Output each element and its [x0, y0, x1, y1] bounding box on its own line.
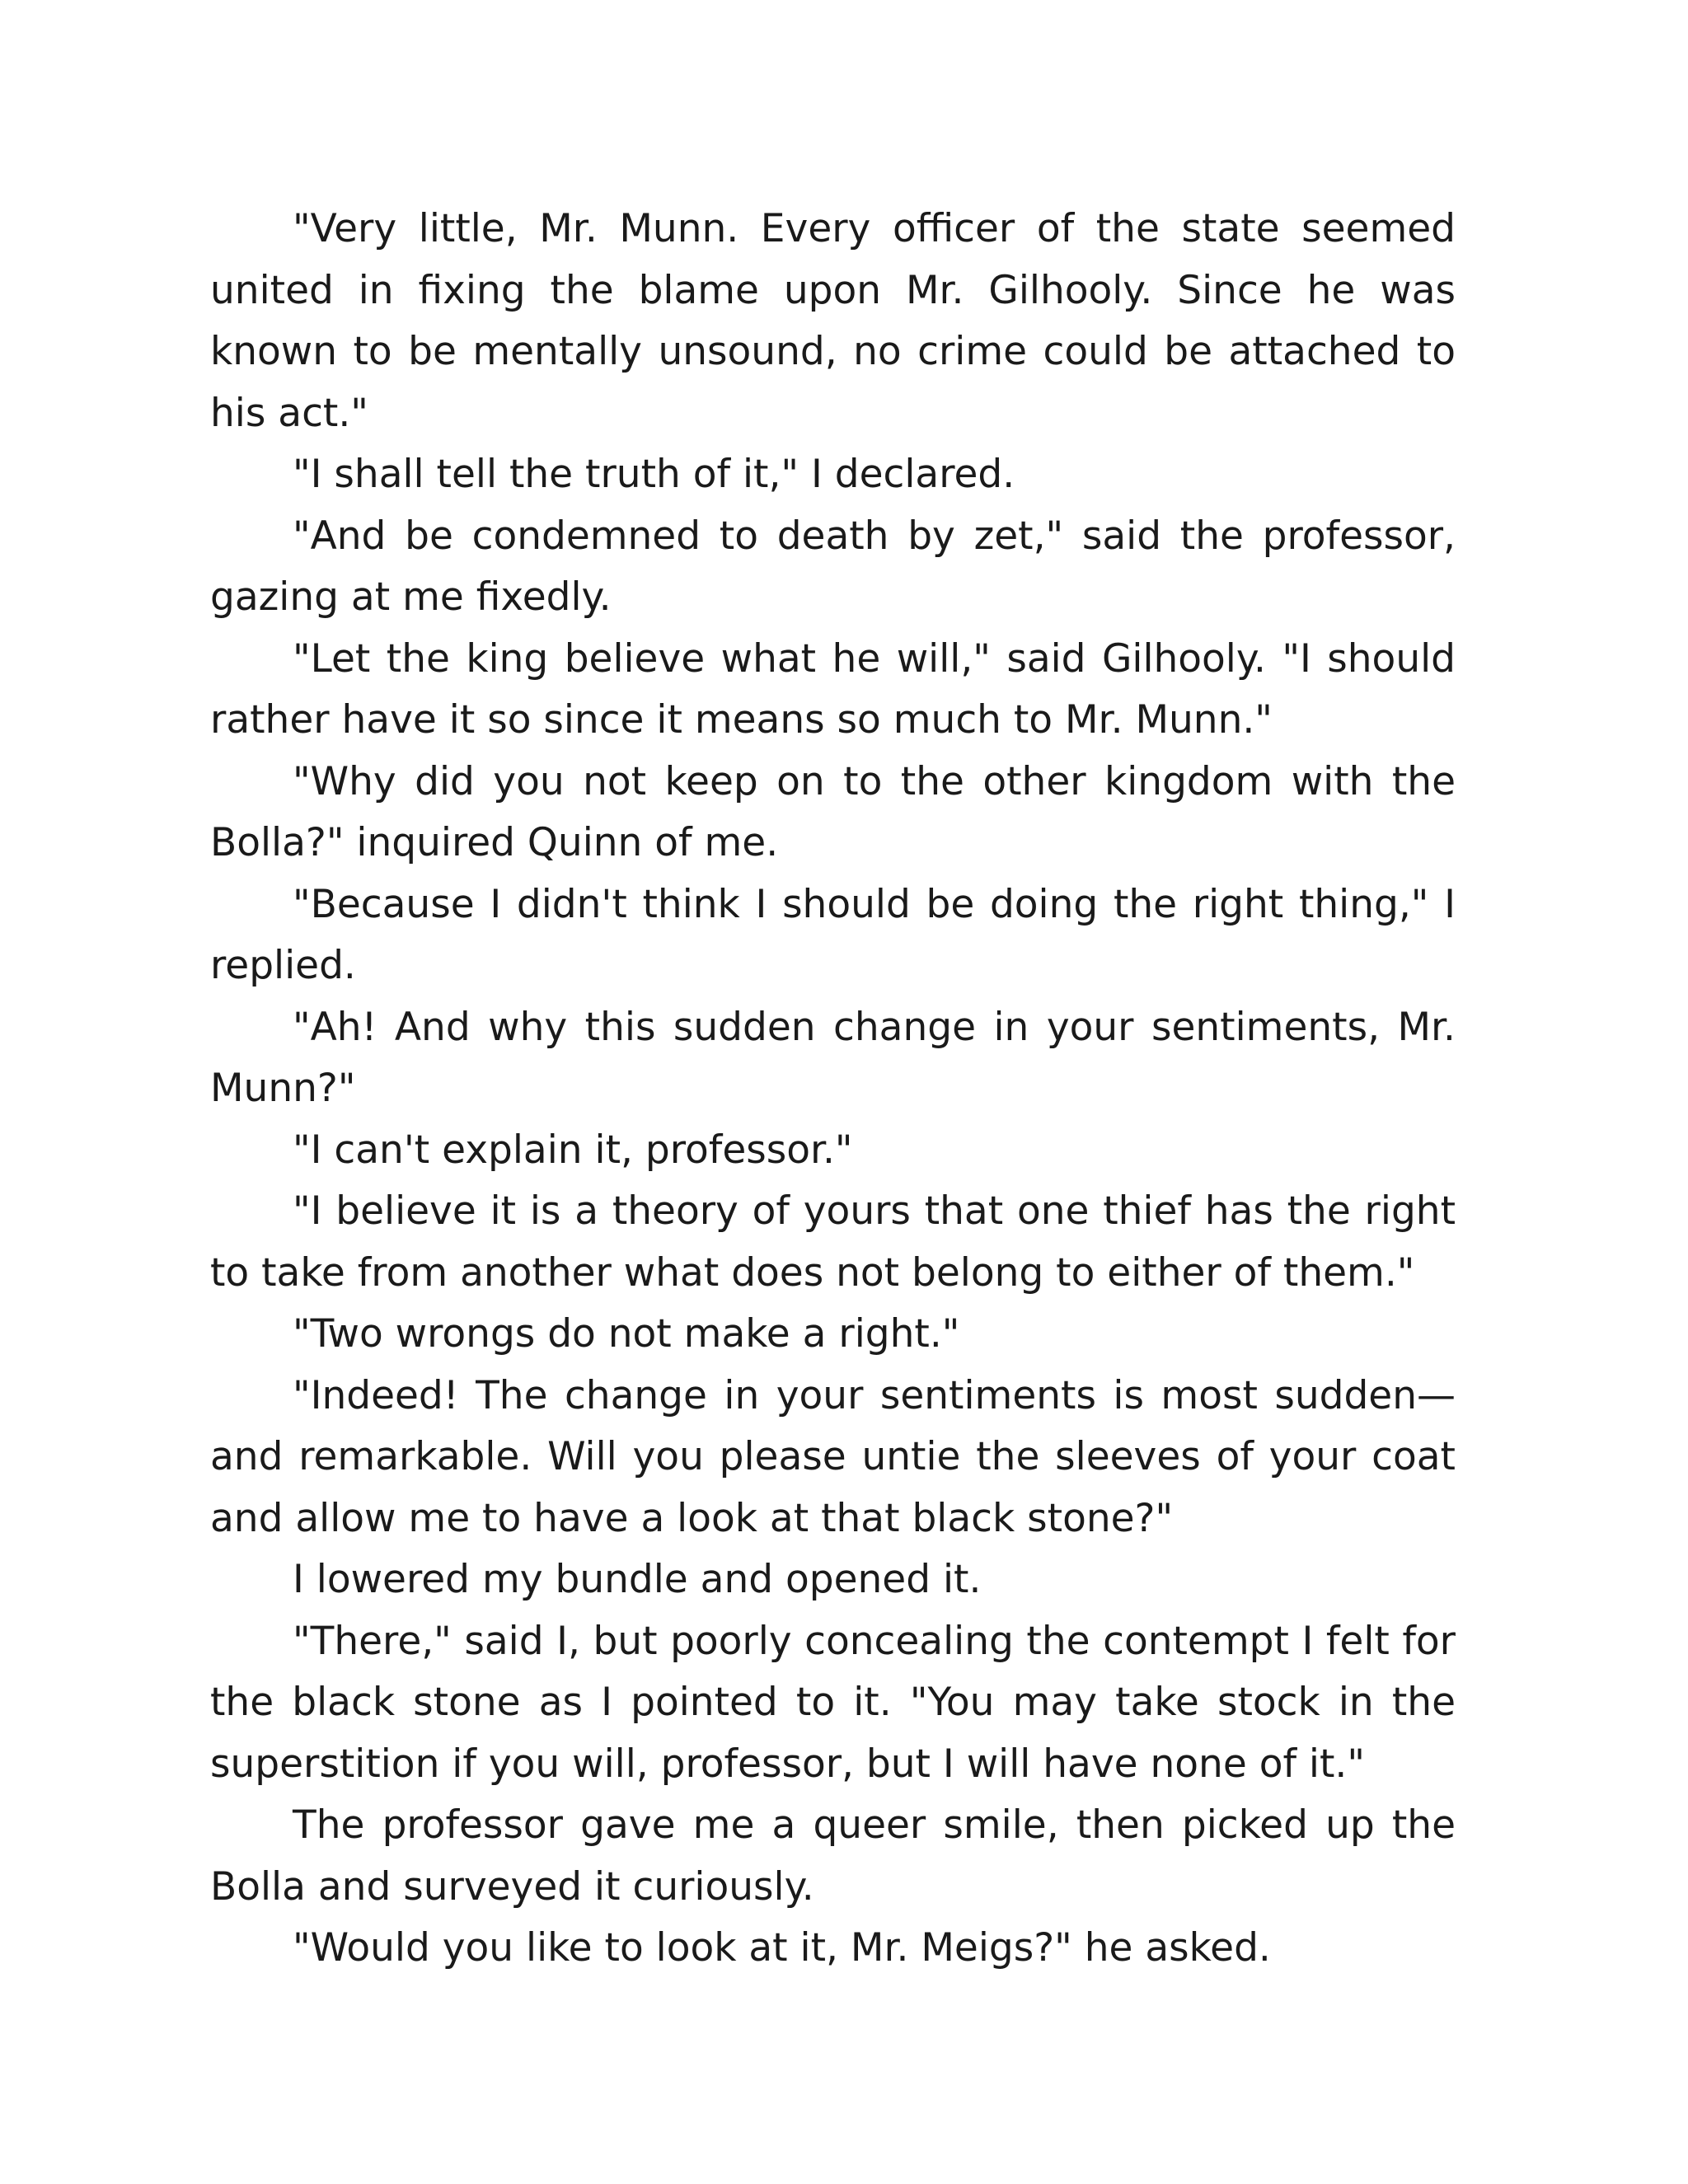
paragraph: "I believe it is a theory of yours that one thief has the right to take from another what does not belong to either of them."	[210, 1188, 1456, 1296]
paragraph: "Would you like to look at it, Mr. Meigs?" he asked.	[293, 1925, 1271, 1971]
paragraph: "Why did you not keep on to the other kingdom with the Bolla?" inquired Quinn of me.	[210, 758, 1456, 865]
paragraph: "I shall tell the truth of it," I declared.	[293, 452, 1015, 497]
page-body-text	[210, 199, 1456, 1980]
paragraph: "Let the king believe what he will," said Gilhooly. "I should rather have it so since it means so much to Mr. Munn."	[210, 635, 1456, 743]
paragraph: "Ah! And why this sudden change in your sentiments, Mr. Munn?"	[210, 1004, 1456, 1111]
paragraph: "Two wrongs do not make a right."	[293, 1311, 960, 1357]
paragraph: "I can't explain it, professor."	[293, 1127, 853, 1173]
paragraph: "And be condemned to death by zet," said the professor, gazing at me fixedly.	[210, 513, 1456, 620]
paragraph: The professor gave me a queer smile, then picked up the Bolla and surveyed it curiously.	[210, 1802, 1456, 1910]
paragraph: "Very little, Mr. Munn. Every officer of the state seemed united in fixing the blame upon Mr. Gilhooly. Since he was known to be mentally unsound, no crime could be attached to his act."	[210, 206, 1456, 436]
paragraph: "Indeed! The change in your sentiments is most sudden—and remarkable. Will you please untie the sleeves of your coat and allow me to have a look at that black stone?"	[210, 1372, 1456, 1541]
paragraph: "There," said I, but poorly concealing the contempt I felt for the black stone as I pointed to it. "You may take stock in the superstition if you will, professor, but I will have none of it."	[210, 1618, 1456, 1787]
paragraph: I lowered my bundle and opened it.	[293, 1557, 982, 1602]
paragraph: "Because I didn't think I should be doing the right thing," I replied.	[210, 881, 1456, 988]
